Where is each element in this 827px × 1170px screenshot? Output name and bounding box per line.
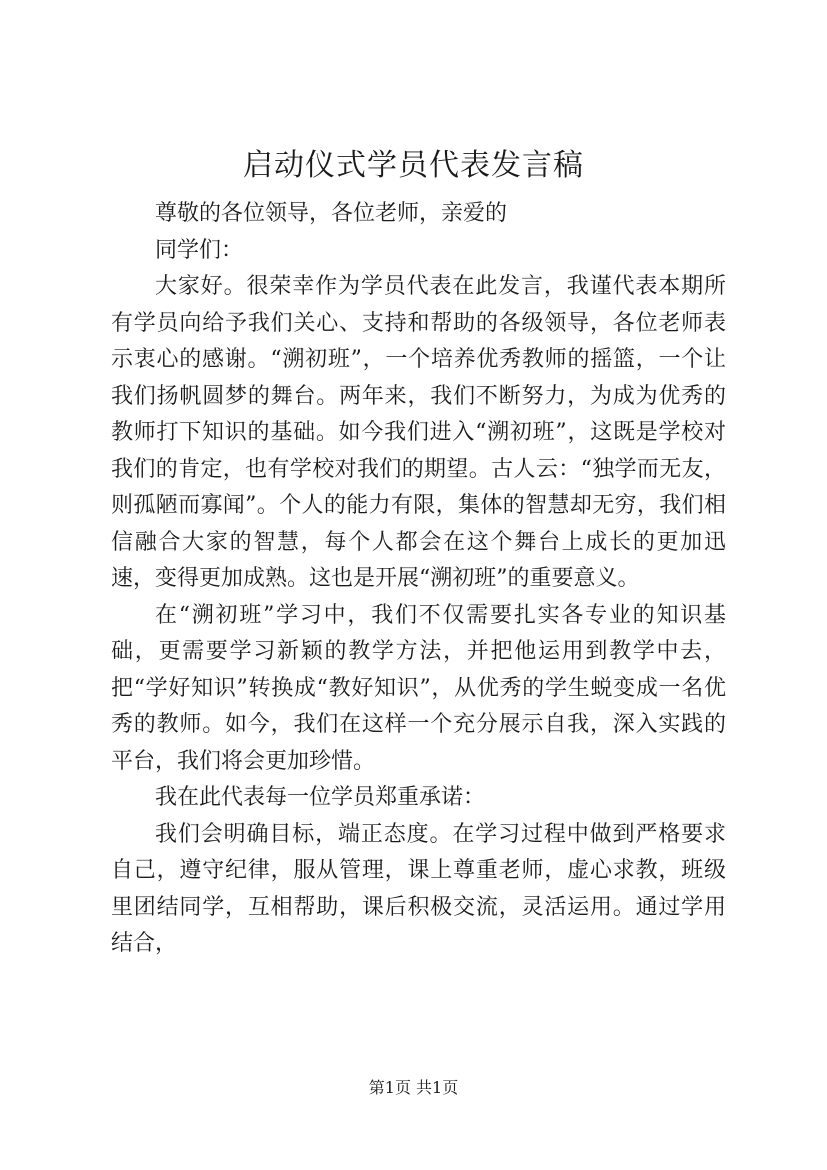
page-title: 启动仪式学员代表发言稿 <box>243 148 584 183</box>
salutation-line-2: 同学们： <box>155 237 244 263</box>
body-paragraph: 在“溯初班”学习中，我们不仅需要扎实各专业的知识基础，更需要学习新颖的教学方法，并把他运用到教学中去，把“学好知识”转换成“教好知识”，从优秀的学生蜕变成一名优秀的教师。如今，我们在这样一个充分展示自我，深入实践的平台，我们将会更加珍惜。 <box>111 602 726 774</box>
body-paragraph: 我们会明确目标，端正态度。在学习过程中做到严格要求自己，遵守纪律，服从管理，课上尊重老师，虚心求教，班级里团结同学，互相帮助，课后积极交流，灵活运用。通过学用结合， <box>111 821 726 956</box>
body-paragraph: 大家好。很荣幸作为学员代表在此发言，我谨代表本期所有学员向给予我们关心、支持和帮助的各级领导，各位老师表示衷心的感谢。“溯初班”，一个培养优秀教师的摇篮，一个让我们扬帆圆梦的舞台。两年来，我们不断努力，为成为优秀的教师打下知识的基础。如今我们进入“溯初班”，这既是学校对我们的肯定，也有学校对我们的期望。古人云：“独学而无友，则孤陋而寡闻”。个人的能力有限，集体的智慧却无穷，我们相信融合大家的智慧，每个人都会在这个舞台上成长的更加迅速，变得更加成熟。这也是开展“溯初班”的重要意义。 <box>111 274 726 591</box>
salutation-line-1: 尊敬的各位领导，各位老师，亲爱的 <box>155 201 508 226</box>
body-paragraph: 我在此代表每一位学员郑重承诺： <box>155 785 486 810</box>
document-body <box>111 196 726 963</box>
page-footer: 第1页 共1页 <box>368 1078 459 1097</box>
